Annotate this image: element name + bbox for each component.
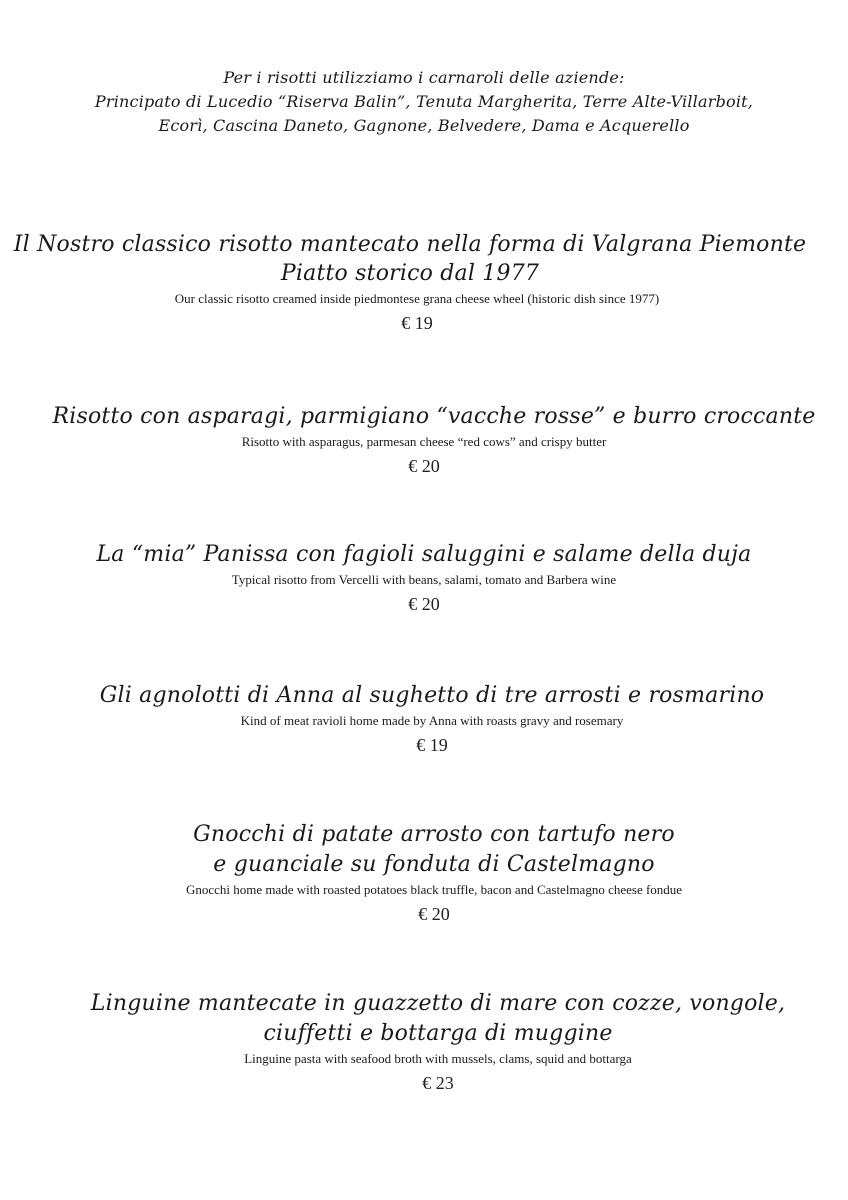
- dish-price: € 19: [416, 735, 448, 755]
- intro-line: Per i risotti utilizziamo i carnaroli delle aziende:: [223, 68, 625, 87]
- dish-title: e guanciale su fonduta di Castelmagno: [213, 852, 655, 877]
- intro-line: Ecorì, Cascina Daneto, Gagnone, Belvedere, Dama e Acquerello: [158, 116, 690, 135]
- menu-item: [0, 539, 848, 616]
- dish-title: Gli agnolotti di Anna al sughetto di tre arrosti e rosmarino: [99, 683, 765, 708]
- rice-suppliers-intro: [0, 66, 848, 138]
- dish-price: € 23: [422, 1073, 454, 1093]
- dish-title: La “mia” Panissa con fagioli saluggini e salame della duja: [96, 542, 752, 567]
- dish-description: Typical risotto from Vercelli with beans, salami, tomato and Barbera wine: [231, 572, 617, 587]
- dish-price: € 20: [408, 594, 440, 614]
- dish-description: Risotto with asparagus, parmesan cheese “red cows” and crispy butter: [241, 434, 607, 449]
- dish-title: Risotto con asparagi, parmigiano “vacche rosse” e burro croccante: [52, 404, 816, 429]
- dish-description: Kind of meat ravioli home made by Anna with roasts gravy and rosemary: [240, 713, 624, 728]
- dish-description: Gnocchi home made with roasted potatoes black truffle, bacon and Castelmagno cheese fondue: [185, 882, 683, 897]
- dish-price: € 20: [418, 904, 450, 924]
- menu-item: [8, 680, 848, 757]
- dish-title: Il Nostro classico risotto mantecato nella forma di Valgrana Piemonte: [13, 232, 807, 257]
- menu-item: [0, 229, 834, 335]
- menu-item: [10, 401, 848, 478]
- intro-line: Principato di Lucedio “Riserva Balin”, Tenuta Margherita, Terre Alte-Villarboit,: [94, 92, 754, 111]
- dish-price: € 19: [401, 313, 433, 333]
- dish-title: Piatto storico dal 1977: [280, 261, 540, 286]
- menu-item: [14, 988, 848, 1095]
- dish-description: Our classic risotto creamed inside piedmontese grana cheese wheel (historic dish since 1977): [174, 291, 660, 306]
- dish-title: Linguine mantecate in guazzetto di mare con cozze, vongole,: [90, 991, 786, 1016]
- dish-title: Gnocchi di patate arrosto con tartufo nero: [193, 822, 675, 847]
- dish-title: ciuffetti e bottarga di muggine: [263, 1021, 613, 1046]
- menu-item: [10, 819, 848, 926]
- dish-description: Linguine pasta with seafood broth with mussels, clams, squid and bottarga: [244, 1051, 632, 1066]
- dish-price: € 20: [408, 456, 440, 476]
